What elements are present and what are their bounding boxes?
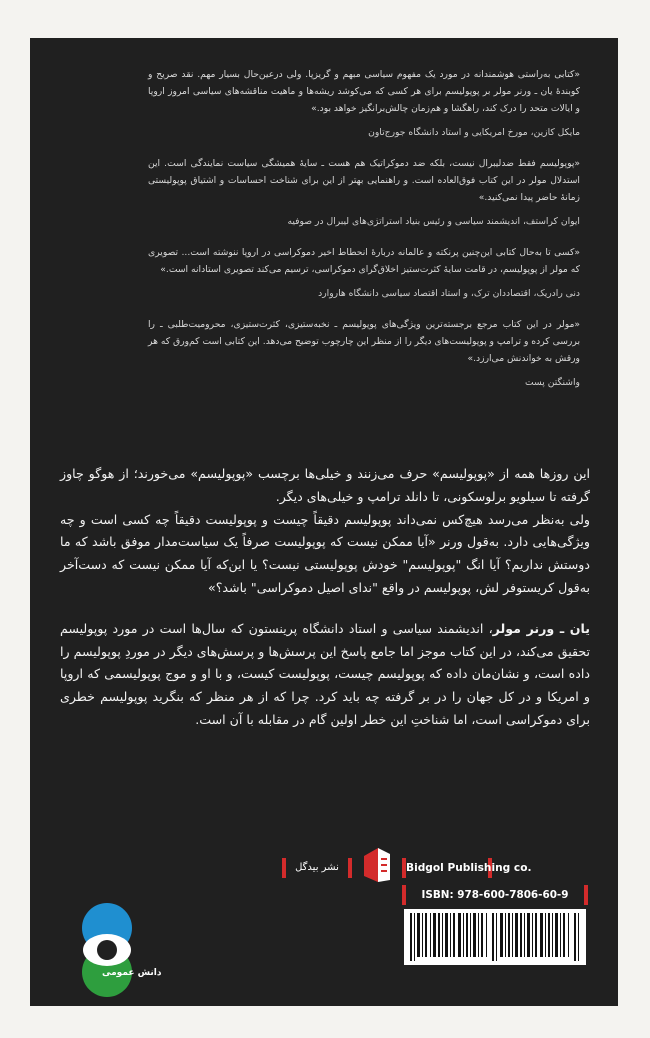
quote-text: «مولر در این کتاب مرجع برجسته‌ترین ویژگی‌های پوپولیسم ـ نخبه‌ستیزی، کثرت‌ستیزی، محرومیت‌طلبی ـ را بررسی کرده و ترامپ و پوپولیست‌های دیگر را از منظر این چارچوب توضیح می‌دهد. این کتابی است کم‌ورق که هر ورقش به خواندنش می‌ارزد.» bbox=[148, 319, 580, 364]
quote-author: ایوان کراستف، اندیشمند سیاسی و رئیس بنیاد استراتژی‌های لیبرال در صوفیه bbox=[287, 216, 580, 227]
endorsements bbox=[148, 66, 580, 405]
endorsement-quote bbox=[148, 316, 580, 391]
publisher-name-english: Bidgol Publishing co. bbox=[402, 858, 492, 878]
back-cover bbox=[30, 38, 618, 1006]
endorsement-quote bbox=[148, 66, 580, 141]
endorsement-quote bbox=[148, 155, 580, 230]
description-paragraph-3 bbox=[60, 618, 590, 732]
quote-author: واشنگتن پست bbox=[525, 377, 580, 388]
author-bio-text: ، اندیشمند سیاسی و استاد دانشگاه پرینستون که سال‌ها است در مورد پوپولیسم تحقیق می‌کند، در این کتاب موجز اما جامع پاسخ این پرسش‌ها و پرسش‌های دیگر در موردِ پوپولیسم را داده است، و نشان‌مان داده که پوپولیسم چیست، پوپولیست کیست، و با او و موج پوپولیسمی که اروپا و امریکا و در کل جهان را در بر گرفته چه باید کرد. چرا که از هر منظر که بنگرید پوپولیسم خطری برای دموکراسی است، اما شناختِ این خطر اولین گام در مقابله با آن است. bbox=[60, 620, 590, 727]
quote-text: «کتابی به‌راستی هوشمندانه در مورد یک مفهوم سیاسی مبهم و گریزپا. ولی درعین‌حال بسیار مهم. نقد صریح و کوبندهٔ یان ـ ورنر مولر بر پوپولیسم برای هر کسی که می‌کوشد ریشه‌ها و ماهیت مناقشه‌های سیاسی امروز اروپا و ایالات متحد را درک کند، راهگشا و هم‌زمان چالش‌برانگیز خواهد بود.» bbox=[148, 69, 580, 114]
quote-author: دنی رادریک، اقتصاددان ترک، و استاد اقتصاد سیاسی دانشگاه هاروارد bbox=[318, 288, 580, 299]
series-logo-icon bbox=[72, 901, 142, 999]
series-label: دانش عمومی bbox=[102, 968, 162, 978]
quote-author: مایکل کازین، مورخ امریکایی و استاد دانشگاه جورج‌تاون bbox=[368, 127, 580, 138]
quote-text: «کسی تا به‌حال کتابی این‌چنین پرنکته و عالمانه دربارهٔ انحطاط اخیر دموکراسی در اروپا ننوشته است... تصویری که مولر از پوپولیسم، در قامت سایهٔ کثرت‌ستیز اخلاق‌گرای دموکراسی، ترسیم می‌کند تصویری استادانه است.» bbox=[148, 247, 580, 275]
description-paragraph-1: این روزها همه از «پوپولیسم» حرف می‌زنند و خیلی‌ها برچسب «پوپولیسم» می‌خورند؛ از هوگو چاوز گرفته تا سیلویو برلوسکونی، تا دانلد ترامپ و خیلی‌های دیگر. bbox=[60, 466, 590, 504]
publisher-block bbox=[295, 846, 588, 884]
book-description bbox=[60, 463, 590, 732]
author-name: یان ـ ورنر مولر bbox=[492, 620, 590, 636]
publisher-logo-icon bbox=[360, 846, 394, 886]
publisher-name-persian: نشر بیدگل bbox=[282, 858, 352, 878]
quote-text: «پوپولیسم فقط ضدلیبرال نیست، بلکه ضد دموکراتیک هم هست ـ سایهٔ همیشگی سیاست نمایندگی است. این استدلال مولر در این کتاب فوق‌العاده است. و راهنمایی بهتر از این برای شناخت احساسات و اشتیاق پوپولیستی زمانهٔ حاضر پیدا نمی‌کنید.» bbox=[148, 158, 580, 203]
description-paragraph-2: ولی به‌نظر می‌رسد هیچ‌کس نمی‌داند پوپولیسم دقیقاً چیست و پوپولیست دقیقاً چه کسی است و چه ویژگی‌هایی دارد. به‌قول ورنر «آیا ممکن نیست که پوپولیست صرفاً یک سیاست‌مدار موفق باشد که ما دوستش نداریم؟ آیا انگ "پوپولیسم" خودش پوپولیستی نیست؟ یا این‌که آیا ممکن نیست که دست‌آخر به‌قول کریستوفر لش، پوپولیسم در واقع "ندای اصیل دموکراسی" باشد؟» bbox=[60, 511, 590, 595]
barcode-icon bbox=[404, 909, 586, 965]
isbn-label: ISBN: 978-600-7806-60-9 bbox=[402, 885, 588, 905]
endorsement-quote bbox=[148, 244, 580, 302]
